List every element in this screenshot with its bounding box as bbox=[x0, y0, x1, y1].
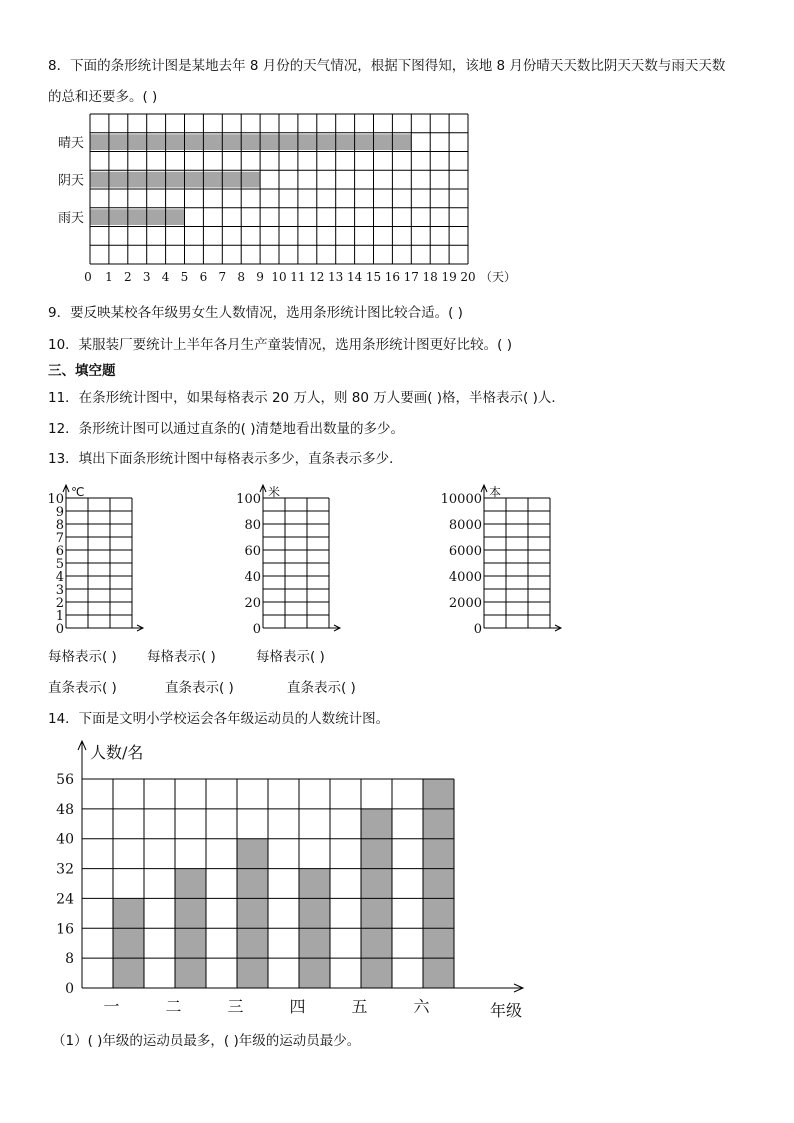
y-tick-label: 8 bbox=[55, 518, 64, 533]
y-tick-label: 7 bbox=[55, 531, 64, 546]
athlete-bar bbox=[423, 779, 454, 988]
weather-category-label: 雨天 bbox=[57, 211, 84, 227]
y-tick-label: 6 bbox=[55, 544, 64, 559]
x-tick-label: 10 bbox=[271, 270, 287, 284]
y-tick-label: 24 bbox=[56, 891, 74, 908]
y-tick-label: 2000 bbox=[448, 596, 482, 611]
x-tick-label: 18 bbox=[422, 270, 438, 284]
q13-text: 13．填出下面条形统计图中每格表示多少，直条表示多少． bbox=[48, 451, 403, 467]
x-axis-label: 年级 bbox=[490, 1001, 523, 1020]
y-tick-label: 10 bbox=[47, 492, 64, 507]
y-tick-label: 0 bbox=[473, 622, 482, 637]
x-tick-label: 6 bbox=[199, 270, 208, 284]
y-tick-label: 56 bbox=[56, 772, 74, 788]
q13-bar-label-1: 直条表示( ) bbox=[48, 680, 117, 696]
x-tick-label: 15 bbox=[365, 270, 382, 284]
q13-bar-label-3: 直条表示( ) bbox=[287, 680, 356, 696]
y-tick-label: 32 bbox=[56, 861, 74, 878]
x-tick-label: 20 bbox=[460, 270, 476, 284]
q13-cell-label-2: 每格表示( ) bbox=[147, 649, 216, 665]
y-tick-label: 9 bbox=[55, 505, 64, 520]
y-tick-label: 0 bbox=[252, 622, 261, 637]
y-tick-label: 100 bbox=[236, 492, 261, 507]
x-tick-label: 11 bbox=[290, 270, 306, 284]
x-tick-label: 8 bbox=[237, 270, 246, 284]
x-tick-label: 19 bbox=[441, 270, 457, 284]
y-tick-label: 48 bbox=[56, 801, 74, 818]
y-tick-label: 8000 bbox=[448, 518, 482, 533]
y-tick-label: 40 bbox=[56, 831, 74, 848]
y-tick-label: 8 bbox=[65, 951, 74, 968]
y-tick-label: 80 bbox=[244, 518, 261, 533]
x-category-label: 五 bbox=[351, 997, 368, 1016]
x-tick-label: 7 bbox=[218, 270, 227, 284]
y-tick-label: 16 bbox=[56, 921, 74, 938]
y-tick-label: 2 bbox=[55, 596, 64, 611]
x-tick-label: 2 bbox=[123, 270, 132, 284]
x-category-label: 三 bbox=[227, 997, 244, 1016]
x-unit-label: （天） bbox=[480, 270, 517, 284]
y-tick-label: 3 bbox=[55, 583, 64, 598]
athlete-bar bbox=[113, 898, 144, 988]
weather-category-label: 晴天 bbox=[57, 136, 84, 152]
y-tick-label: 1 bbox=[55, 609, 64, 624]
x-category-label: 二 bbox=[165, 997, 182, 1016]
x-category-label: 四 bbox=[289, 997, 306, 1016]
q11-text: 11．在条形统计图中，如果每格表示 20 万人，则 80 万人要画( )格，半格表示( )人． bbox=[48, 390, 565, 406]
q12-text: 12．条形统计图可以通过直条的( )清楚地看出数量的多少。 bbox=[48, 421, 405, 437]
q10-text: 10．某服装厂要统计上半年各月生产童装情况，选用条形统计图更好比较。( ) bbox=[48, 337, 513, 353]
unit-label: 本 bbox=[489, 485, 502, 499]
x-tick-label: 5 bbox=[180, 270, 189, 284]
y-tick-label: 20 bbox=[244, 596, 261, 611]
x-tick-label: 4 bbox=[161, 270, 170, 284]
x-tick-label: 9 bbox=[256, 270, 264, 284]
x-tick-label: 14 bbox=[346, 270, 363, 284]
q8-line1: 8．下面的条形统计图是某地去年 8 月份的天气情况，根据下图得知，该地 8 月份晴天天数比阴天天数与雨天天数 bbox=[48, 58, 726, 74]
weather-category-label: 阴天 bbox=[57, 173, 84, 189]
q13-cell-label-1: 每格表示( ) bbox=[48, 649, 117, 665]
x-tick-label: 3 bbox=[142, 270, 151, 284]
x-tick-label: 16 bbox=[384, 270, 401, 284]
y-tick-label: 4 bbox=[55, 570, 64, 585]
x-tick-label: 17 bbox=[403, 270, 419, 284]
y-tick-label: 60 bbox=[244, 544, 261, 559]
y-axis-label: 人数/名 bbox=[90, 743, 144, 762]
q14-text: 14．下面是文明小学校运会各年级运动员的人数统计图。 bbox=[48, 711, 390, 727]
q14-sub1: （1）( )年级的运动员最多，( )年级的运动员最少。 bbox=[52, 1033, 361, 1049]
y-tick-label: 0 bbox=[55, 622, 64, 637]
athlete-bar bbox=[237, 839, 268, 988]
q9-text: 9．要反映某校各年级男女生人数情况，选用条形统计图比较合适。( ) bbox=[48, 305, 463, 321]
y-tick-label: 5 bbox=[55, 557, 64, 572]
unit-label: ℃ bbox=[71, 485, 85, 499]
y-tick-label: 6000 bbox=[448, 544, 482, 559]
x-category-label: 一 bbox=[103, 997, 120, 1016]
x-tick-label: 12 bbox=[309, 270, 325, 284]
x-category-label: 六 bbox=[413, 997, 430, 1016]
q8-line2: 的总和还要多。( ) bbox=[48, 89, 158, 105]
y-tick-label: 10000 bbox=[440, 492, 482, 507]
q13-bar-label-2: 直条表示( ) bbox=[165, 680, 234, 696]
q13-cell-label-3: 每格表示( ) bbox=[256, 649, 325, 665]
x-tick-label: 13 bbox=[328, 270, 344, 284]
section-heading: 三、填空题 bbox=[48, 363, 116, 379]
unit-label: 米 bbox=[268, 485, 281, 499]
y-tick-label: 4000 bbox=[448, 570, 482, 585]
x-tick-label: 1 bbox=[105, 270, 113, 284]
y-tick-label: 40 bbox=[244, 570, 261, 585]
y-tick-label: 0 bbox=[65, 981, 74, 997]
x-tick-label: 0 bbox=[84, 270, 92, 284]
